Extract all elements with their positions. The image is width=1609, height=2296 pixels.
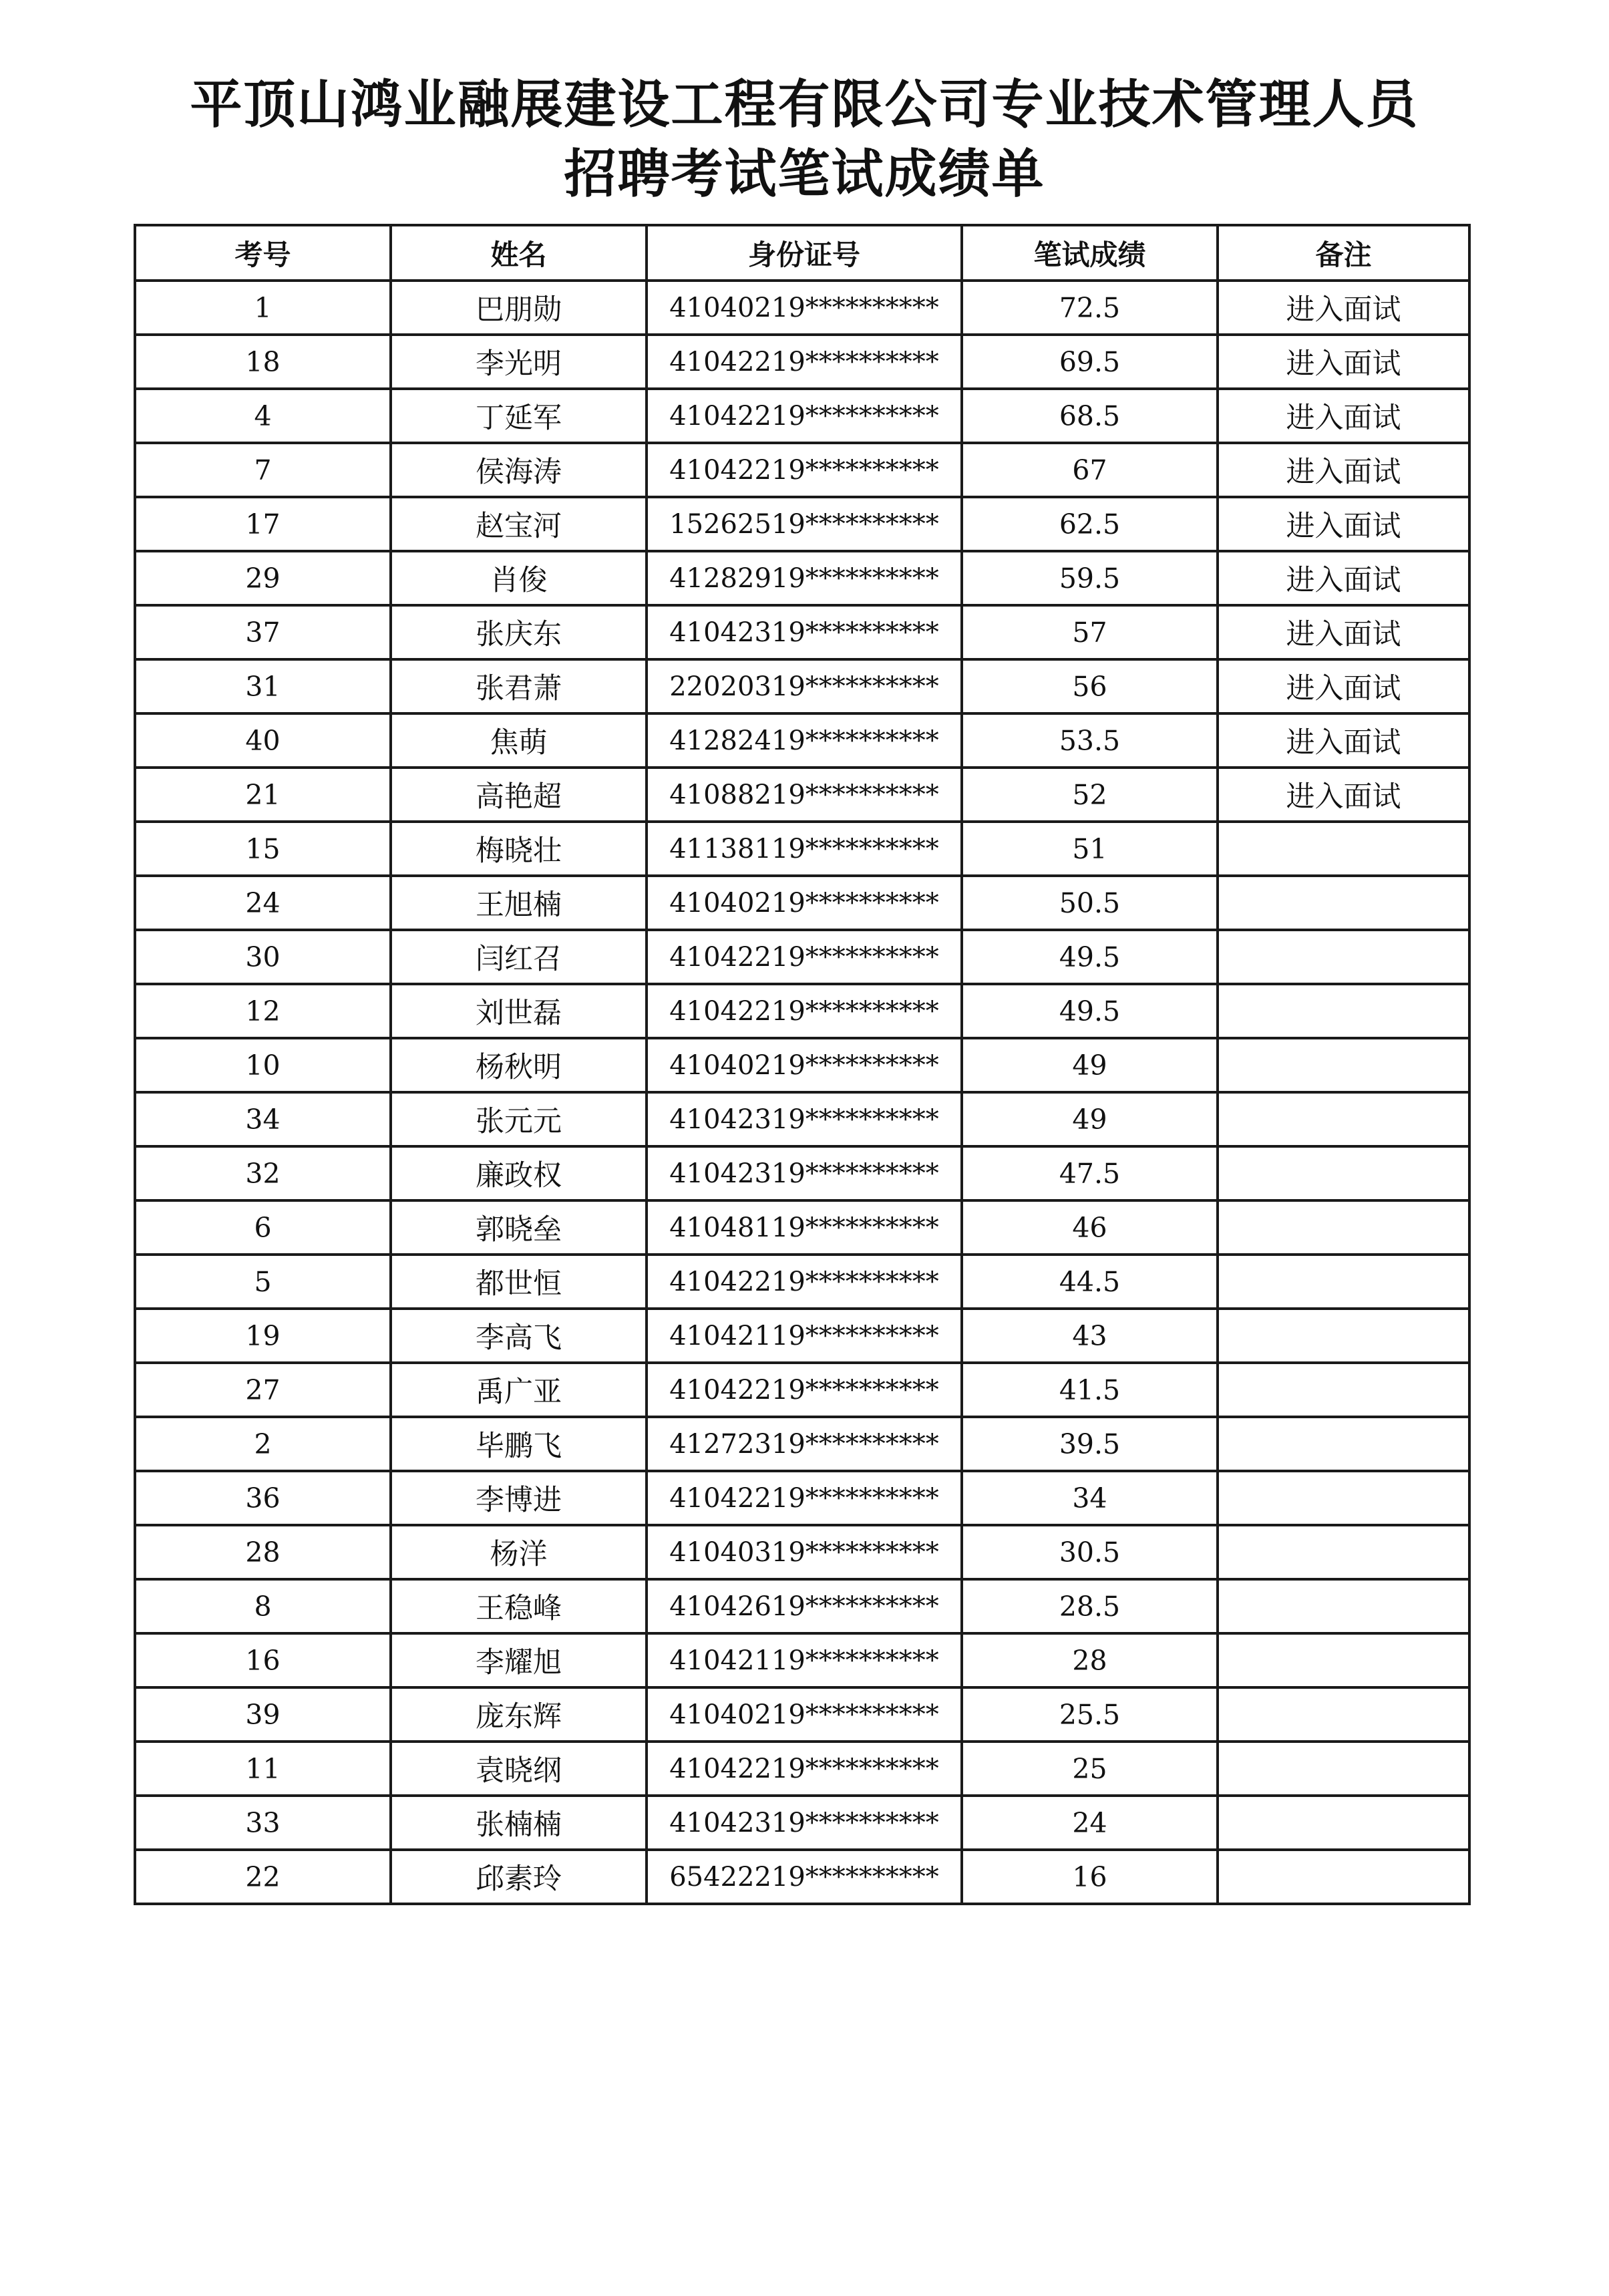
cell-remark xyxy=(1218,876,1469,930)
cell-name: 王稳峰 xyxy=(391,1579,647,1633)
cell-exam-number: 17 xyxy=(135,497,391,551)
cell-id-number: 41042219********** xyxy=(647,1742,962,1796)
cell-written-score: 34 xyxy=(962,1471,1218,1525)
cell-remark: 进入面试 xyxy=(1218,551,1469,605)
table-row xyxy=(135,551,1469,605)
table-row xyxy=(135,1363,1469,1417)
cell-remark xyxy=(1218,1038,1469,1092)
cell-exam-number: 22 xyxy=(135,1850,391,1904)
cell-name: 禹广亚 xyxy=(391,1363,647,1417)
cell-name: 高艳超 xyxy=(391,768,647,822)
cell-remark xyxy=(1218,822,1469,876)
cell-name: 刘世磊 xyxy=(391,984,647,1038)
cell-exam-number: 40 xyxy=(135,713,391,768)
table-row xyxy=(135,1850,1469,1904)
table-row xyxy=(135,1255,1469,1309)
table-row xyxy=(135,1146,1469,1200)
table-row xyxy=(135,605,1469,659)
cell-name: 杨洋 xyxy=(391,1525,647,1579)
table-row xyxy=(135,1417,1469,1471)
cell-written-score: 68.5 xyxy=(962,389,1218,443)
cell-written-score: 46 xyxy=(962,1200,1218,1255)
cell-exam-number: 21 xyxy=(135,768,391,822)
cell-name: 都世恒 xyxy=(391,1255,647,1309)
cell-id-number: 41282419********** xyxy=(647,713,962,768)
cell-written-score: 50.5 xyxy=(962,876,1218,930)
cell-id-number: 41042319********** xyxy=(647,1146,962,1200)
cell-name: 张庆东 xyxy=(391,605,647,659)
cell-id-number: 41040219********** xyxy=(647,876,962,930)
cell-exam-number: 8 xyxy=(135,1579,391,1633)
cell-name: 梅晓壮 xyxy=(391,822,647,876)
cell-id-number: 22020319********** xyxy=(647,659,962,713)
table-row xyxy=(135,822,1469,876)
cell-written-score: 41.5 xyxy=(962,1363,1218,1417)
cell-exam-number: 19 xyxy=(135,1309,391,1363)
cell-id-number: 41042219********** xyxy=(647,443,962,497)
table-row xyxy=(135,1471,1469,1525)
cell-exam-number: 15 xyxy=(135,822,391,876)
cell-id-number: 41040219********** xyxy=(647,281,962,335)
cell-remark xyxy=(1218,1579,1469,1633)
cell-name: 肖俊 xyxy=(391,551,647,605)
cell-exam-number: 28 xyxy=(135,1525,391,1579)
cell-exam-number: 4 xyxy=(135,389,391,443)
document-title-line-1: 平顶山鸿业融展建设工程有限公司专业技术管理人员 xyxy=(190,75,1419,135)
header-remark: 备注 xyxy=(1218,225,1469,281)
cell-written-score: 25 xyxy=(962,1742,1218,1796)
cell-written-score: 43 xyxy=(962,1309,1218,1363)
cell-exam-number: 12 xyxy=(135,984,391,1038)
cell-id-number: 41042119********** xyxy=(647,1309,962,1363)
cell-exam-number: 31 xyxy=(135,659,391,713)
table-row xyxy=(135,1687,1469,1742)
header-written-score: 笔试成绩 xyxy=(962,225,1218,281)
cell-name: 张楠楠 xyxy=(391,1796,647,1850)
cell-written-score: 57 xyxy=(962,605,1218,659)
cell-exam-number: 6 xyxy=(135,1200,391,1255)
cell-name: 李耀旭 xyxy=(391,1633,647,1687)
cell-exam-number: 7 xyxy=(135,443,391,497)
cell-remark xyxy=(1218,1687,1469,1742)
cell-id-number: 41040219********** xyxy=(647,1687,962,1742)
cell-exam-number: 39 xyxy=(135,1687,391,1742)
cell-remark: 进入面试 xyxy=(1218,281,1469,335)
cell-remark xyxy=(1218,1471,1469,1525)
cell-remark: 进入面试 xyxy=(1218,605,1469,659)
cell-id-number: 41042119********** xyxy=(647,1633,962,1687)
table-row xyxy=(135,497,1469,551)
header-id-number: 身份证号 xyxy=(647,225,962,281)
cell-exam-number: 27 xyxy=(135,1363,391,1417)
cell-id-number: 41040319********** xyxy=(647,1525,962,1579)
cell-exam-number: 36 xyxy=(135,1471,391,1525)
cell-exam-number: 1 xyxy=(135,281,391,335)
cell-remark xyxy=(1218,1146,1469,1200)
cell-written-score: 69.5 xyxy=(962,335,1218,389)
cell-exam-number: 33 xyxy=(135,1796,391,1850)
table-row xyxy=(135,984,1469,1038)
cell-written-score: 53.5 xyxy=(962,713,1218,768)
table-body xyxy=(135,281,1469,1904)
cell-remark: 进入面试 xyxy=(1218,335,1469,389)
cell-exam-number: 30 xyxy=(135,930,391,984)
table-row xyxy=(135,1092,1469,1146)
cell-remark xyxy=(1218,1092,1469,1146)
cell-id-number: 41042219********** xyxy=(647,984,962,1038)
cell-remark: 进入面试 xyxy=(1218,389,1469,443)
table-row xyxy=(135,1579,1469,1633)
cell-written-score: 49.5 xyxy=(962,984,1218,1038)
table-row xyxy=(135,659,1469,713)
cell-remark xyxy=(1218,1633,1469,1687)
cell-id-number: 41048119********** xyxy=(647,1200,962,1255)
cell-remark xyxy=(1218,1850,1469,1904)
cell-written-score: 25.5 xyxy=(962,1687,1218,1742)
cell-name: 袁晓纲 xyxy=(391,1742,647,1796)
cell-id-number: 41040219********** xyxy=(647,1038,962,1092)
cell-id-number: 41042219********** xyxy=(647,1255,962,1309)
cell-written-score: 30.5 xyxy=(962,1525,1218,1579)
table-row xyxy=(135,389,1469,443)
cell-id-number: 15262519********** xyxy=(647,497,962,551)
cell-written-score: 24 xyxy=(962,1796,1218,1850)
cell-remark xyxy=(1218,930,1469,984)
document-title-line-2: 招聘考试笔试成绩单 xyxy=(564,144,1045,204)
cell-written-score: 49 xyxy=(962,1038,1218,1092)
table-row xyxy=(135,1038,1469,1092)
cell-id-number: 41042619********** xyxy=(647,1579,962,1633)
cell-name: 毕鹏飞 xyxy=(391,1417,647,1471)
table-row xyxy=(135,443,1469,497)
cell-remark xyxy=(1218,1417,1469,1471)
table-row xyxy=(135,876,1469,930)
cell-name: 郭晓垒 xyxy=(391,1200,647,1255)
cell-remark xyxy=(1218,1255,1469,1309)
cell-id-number: 41138119********** xyxy=(647,822,962,876)
cell-exam-number: 11 xyxy=(135,1742,391,1796)
cell-written-score: 56 xyxy=(962,659,1218,713)
table-row xyxy=(135,335,1469,389)
cell-remark xyxy=(1218,984,1469,1038)
table-row xyxy=(135,768,1469,822)
cell-remark xyxy=(1218,1363,1469,1417)
cell-id-number: 41282919********** xyxy=(647,551,962,605)
cell-remark xyxy=(1218,1742,1469,1796)
cell-exam-number: 18 xyxy=(135,335,391,389)
cell-written-score: 16 xyxy=(962,1850,1218,1904)
cell-id-number: 41042319********** xyxy=(647,605,962,659)
cell-name: 李高飞 xyxy=(391,1309,647,1363)
cell-id-number: 41042219********** xyxy=(647,389,962,443)
header-exam-number: 考号 xyxy=(135,225,391,281)
cell-id-number: 65422219********** xyxy=(647,1850,962,1904)
cell-written-score: 49 xyxy=(962,1092,1218,1146)
cell-name: 巴朋勋 xyxy=(391,281,647,335)
table-header-row xyxy=(135,225,1469,281)
cell-name: 王旭楠 xyxy=(391,876,647,930)
cell-written-score: 47.5 xyxy=(962,1146,1218,1200)
table-row xyxy=(135,1309,1469,1363)
cell-name: 赵宝河 xyxy=(391,497,647,551)
cell-id-number: 41272319********** xyxy=(647,1417,962,1471)
cell-id-number: 41042219********** xyxy=(647,1471,962,1525)
cell-exam-number: 10 xyxy=(135,1038,391,1092)
cell-name: 焦萌 xyxy=(391,713,647,768)
cell-remark: 进入面试 xyxy=(1218,497,1469,551)
cell-written-score: 28 xyxy=(962,1633,1218,1687)
cell-written-score: 49.5 xyxy=(962,930,1218,984)
cell-name: 庞东辉 xyxy=(391,1687,647,1742)
cell-exam-number: 24 xyxy=(135,876,391,930)
cell-id-number: 41042219********** xyxy=(647,335,962,389)
cell-exam-number: 29 xyxy=(135,551,391,605)
table-row xyxy=(135,1742,1469,1796)
cell-exam-number: 34 xyxy=(135,1092,391,1146)
cell-name: 张君萧 xyxy=(391,659,647,713)
cell-name: 杨秋明 xyxy=(391,1038,647,1092)
cell-name: 侯海涛 xyxy=(391,443,647,497)
table-row xyxy=(135,1633,1469,1687)
cell-written-score: 62.5 xyxy=(962,497,1218,551)
cell-name: 邱素玲 xyxy=(391,1850,647,1904)
cell-remark: 进入面试 xyxy=(1218,659,1469,713)
cell-id-number: 41042319********** xyxy=(647,1092,962,1146)
table-row xyxy=(135,1200,1469,1255)
table-row xyxy=(135,1525,1469,1579)
cell-exam-number: 37 xyxy=(135,605,391,659)
cell-remark xyxy=(1218,1796,1469,1850)
table-row xyxy=(135,713,1469,768)
cell-name: 丁延军 xyxy=(391,389,647,443)
cell-exam-number: 5 xyxy=(135,1255,391,1309)
table-row xyxy=(135,1796,1469,1850)
cell-written-score: 72.5 xyxy=(962,281,1218,335)
cell-written-score: 28.5 xyxy=(962,1579,1218,1633)
cell-id-number: 41088219********** xyxy=(647,768,962,822)
cell-written-score: 51 xyxy=(962,822,1218,876)
cell-written-score: 59.5 xyxy=(962,551,1218,605)
cell-remark xyxy=(1218,1200,1469,1255)
table-row xyxy=(135,281,1469,335)
cell-written-score: 52 xyxy=(962,768,1218,822)
cell-id-number: 41042219********** xyxy=(647,1363,962,1417)
cell-remark: 进入面试 xyxy=(1218,443,1469,497)
cell-written-score: 67 xyxy=(962,443,1218,497)
cell-remark xyxy=(1218,1309,1469,1363)
cell-remark: 进入面试 xyxy=(1218,768,1469,822)
cell-id-number: 41042319********** xyxy=(647,1796,962,1850)
cell-exam-number: 16 xyxy=(135,1633,391,1687)
cell-remark xyxy=(1218,1525,1469,1579)
cell-name: 闫红召 xyxy=(391,930,647,984)
cell-name: 张元元 xyxy=(391,1092,647,1146)
table-row xyxy=(135,930,1469,984)
header-name: 姓名 xyxy=(391,225,647,281)
cell-exam-number: 32 xyxy=(135,1146,391,1200)
cell-written-score: 39.5 xyxy=(962,1417,1218,1471)
cell-id-number: 41042219********** xyxy=(647,930,962,984)
cell-name: 廉政权 xyxy=(391,1146,647,1200)
cell-remark: 进入面试 xyxy=(1218,713,1469,768)
cell-written-score: 44.5 xyxy=(962,1255,1218,1309)
cell-name: 李博进 xyxy=(391,1471,647,1525)
cell-name: 李光明 xyxy=(391,335,647,389)
score-table xyxy=(134,224,1471,1905)
cell-exam-number: 2 xyxy=(135,1417,391,1471)
